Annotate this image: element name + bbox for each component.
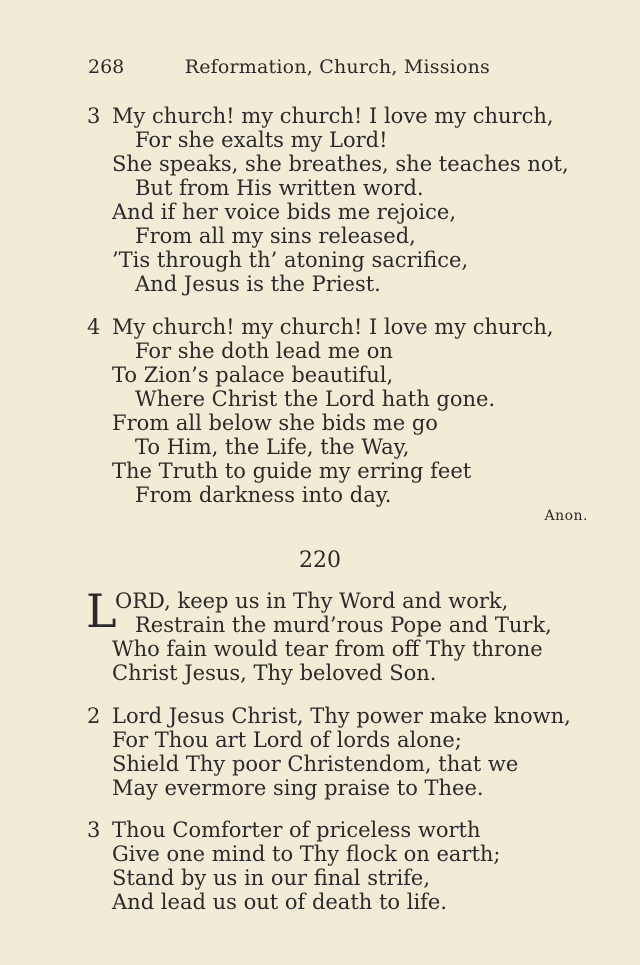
verse-line: From all my sins released, xyxy=(135,224,416,248)
page-number: 268 xyxy=(88,56,125,78)
verse-line: My church! my church! I love my church, xyxy=(112,315,554,339)
stanza-number: 2 xyxy=(87,704,101,728)
verse-line: She speaks, she breathes, she teaches not, xyxy=(112,152,569,176)
verse-line: To Him, the Life, the Way, xyxy=(135,435,410,459)
verse-line: Shield Thy poor Christendom, that we xyxy=(112,752,519,776)
verse-line: The Truth to guide my erring feet xyxy=(112,459,472,483)
verse-line: My church! my church! I love my church, xyxy=(112,104,554,128)
verse-line: Stand by us in our final strife, xyxy=(112,866,431,890)
drop-cap: L xyxy=(86,584,117,638)
verse-line: Restrain the murd’rous Pope and Turk, xyxy=(135,613,552,637)
stanza-number: 3 xyxy=(87,818,101,842)
verse-line: May evermore sing praise to Thee. xyxy=(112,776,484,800)
verse-line: ORD, keep us in Thy Word and work, xyxy=(115,589,509,613)
page-header xyxy=(88,56,490,80)
verse-line: ’Tis through th’ atoning sacrifice, xyxy=(112,248,469,272)
stanza-number: 4 xyxy=(87,315,101,339)
verse-line: And lead us out of death to life. xyxy=(112,890,448,914)
verse-line: Thou Comforter of priceless worth xyxy=(112,818,481,842)
verse-line: From all below she bids me go xyxy=(112,411,438,435)
running-title: Reformation, Church, Missions xyxy=(184,56,490,78)
verse-line: Christ Jesus, Thy beloved Son. xyxy=(112,661,437,685)
attribution: Anon. xyxy=(544,508,588,524)
verse-line: To Zion’s palace beautiful, xyxy=(112,363,394,387)
verse-line: Who fain would tear from off Thy throne xyxy=(112,637,543,661)
hymn-number: 220 xyxy=(299,548,341,573)
verse-line: But from His written word. xyxy=(135,176,424,200)
verse-line: From darkness into day. xyxy=(135,483,392,507)
verse-line: For Thou art Lord of lords alone; xyxy=(112,728,462,752)
verse-line: And Jesus is the Priest. xyxy=(135,272,381,296)
verse-line: For she doth lead me on xyxy=(135,339,393,363)
verse-line: For she exalts my Lord! xyxy=(135,128,388,152)
verse-line: Give one mind to Thy flock on earth; xyxy=(112,842,501,866)
verse-line: And if her voice bids me rejoice, xyxy=(112,200,456,224)
verse-line: Lord Jesus Christ, Thy power make known, xyxy=(112,704,571,728)
verse-line: Where Christ the Lord hath gone. xyxy=(135,387,496,411)
stanza-number: 3 xyxy=(87,104,101,128)
